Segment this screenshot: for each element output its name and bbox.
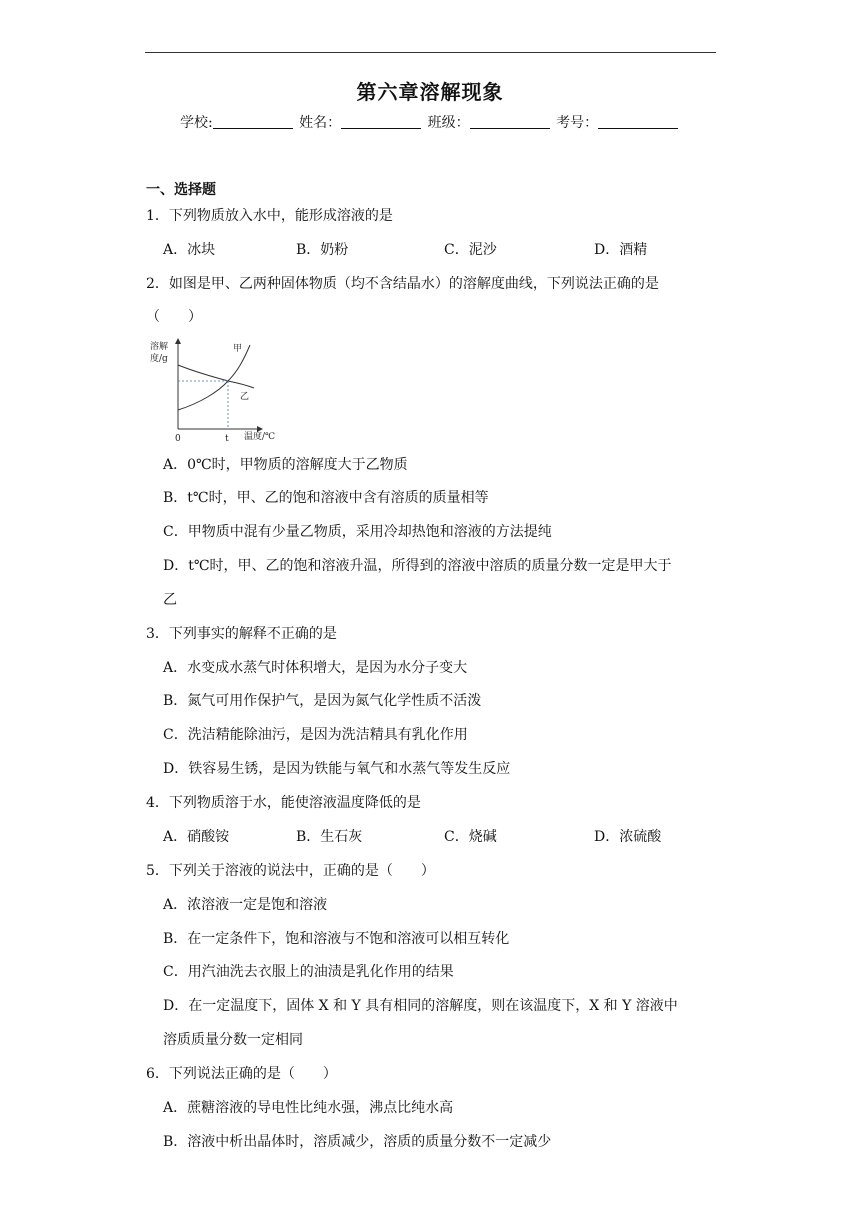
curve-yi	[178, 365, 254, 388]
q5-option-d-cont: 溶质质量分数一定相同	[163, 1032, 303, 1048]
q3-option-c: C．洗洁精能除油污，是因为洗洁精具有乳化作用	[163, 727, 468, 743]
y-axis-label-1: 溶解	[150, 342, 169, 352]
t-label: t	[225, 434, 229, 444]
question-2-stem: 2．如图是甲、乙两种固体物质（均不含结晶水）的溶解度曲线，下列说法正确的是	[146, 276, 659, 292]
q1-option-d: D．酒精	[594, 242, 648, 258]
q5-option-a: A．浓溶液一定是饱和溶液	[163, 897, 328, 913]
name-label: 姓名：	[299, 115, 342, 131]
question-6-stem: 6．下列说法正确的是（ ）	[146, 1066, 337, 1082]
question-1-stem: 1．下列物质放入水中，能形成溶液的是	[146, 208, 393, 224]
curve-jia-label: 甲	[233, 344, 243, 354]
q6-option-b: B．溶液中析出晶体时，溶质减少，溶质的质量分数不一定减少	[163, 1134, 552, 1150]
q2-option-d: D．t℃时，甲、乙的饱和溶液升温，所得到的溶液中溶质的质量分数一定是甲大于	[163, 558, 672, 574]
x-axis-label: 温度/℃	[244, 432, 276, 442]
solubility-curve-figure	[148, 337, 288, 447]
class-blank[interactable]	[470, 114, 550, 129]
q4-option-d: D．浓硫酸	[594, 829, 662, 845]
question-5-stem: 5．下列关于溶液的说法中，正确的是（ ）	[146, 863, 435, 879]
q4-option-b: B．生石灰	[296, 829, 363, 845]
q2-option-b: B．t℃时，甲、乙的饱和溶液中含有溶质的质量相等	[163, 490, 489, 506]
section-title: 一、选择题	[146, 182, 216, 198]
name-blank[interactable]	[341, 114, 421, 129]
q1-option-a: A．冰块	[163, 242, 216, 258]
curve-yi-label: 乙	[240, 392, 250, 402]
y-axis-label-2: 度/g	[150, 354, 168, 364]
q3-option-d: D．铁容易生锈，是因为铁能与氧气和水蒸气等发生反应	[163, 761, 511, 777]
q4-option-c: C．烧碱	[444, 829, 497, 845]
question-3-stem: 3．下列事实的解释不正确的是	[146, 626, 337, 642]
q5-option-d: D．在一定温度下，固体 X 和 Y 具有相同的溶解度，则在该温度下，X 和 Y 溶液中	[163, 998, 678, 1014]
q4-option-a: A．硝酸铵	[163, 829, 230, 845]
student-info-line	[180, 112, 680, 132]
class-label: 班级：	[427, 115, 470, 131]
q2-option-c: C．甲物质中混有少量乙物质，采用冷却热饱和溶液的方法提纯	[163, 524, 552, 540]
q5-option-c: C．用汽油洗去衣服上的油渍是乳化作用的结果	[163, 964, 454, 980]
school-label: 学校:	[180, 115, 213, 131]
header-rule	[145, 52, 716, 53]
solubility-curve-svg	[148, 337, 288, 447]
q6-option-a: A．蔗糖溶液的导电性比纯水强，沸点比纯水高	[163, 1100, 454, 1116]
exam-no-blank[interactable]	[598, 114, 678, 129]
origin-label: 0	[175, 434, 181, 444]
q2-option-a: A．0℃时，甲物质的溶解度大于乙物质	[163, 457, 408, 473]
q1-option-b: B．奶粉	[296, 242, 349, 258]
q1-option-c: C．泥沙	[444, 242, 497, 258]
q3-option-b: B．氮气可用作保护气，是因为氮气化学性质不活泼	[163, 693, 482, 709]
page-title: 第六章溶解现象	[356, 80, 504, 104]
exam-no-label: 考号：	[556, 115, 599, 131]
q5-option-b: B．在一定条件下，饱和溶液与不饱和溶液可以相互转化	[163, 931, 510, 947]
q3-option-a: A．水变成水蒸气时体积增大，是因为水分子变大	[163, 660, 468, 676]
q2-option-d-cont: 乙	[163, 592, 177, 608]
question-2-bracket: （ ）	[146, 309, 202, 325]
school-blank[interactable]	[213, 114, 293, 129]
question-4-stem: 4．下列物质溶于水，能使溶液温度降低的是	[146, 795, 421, 811]
